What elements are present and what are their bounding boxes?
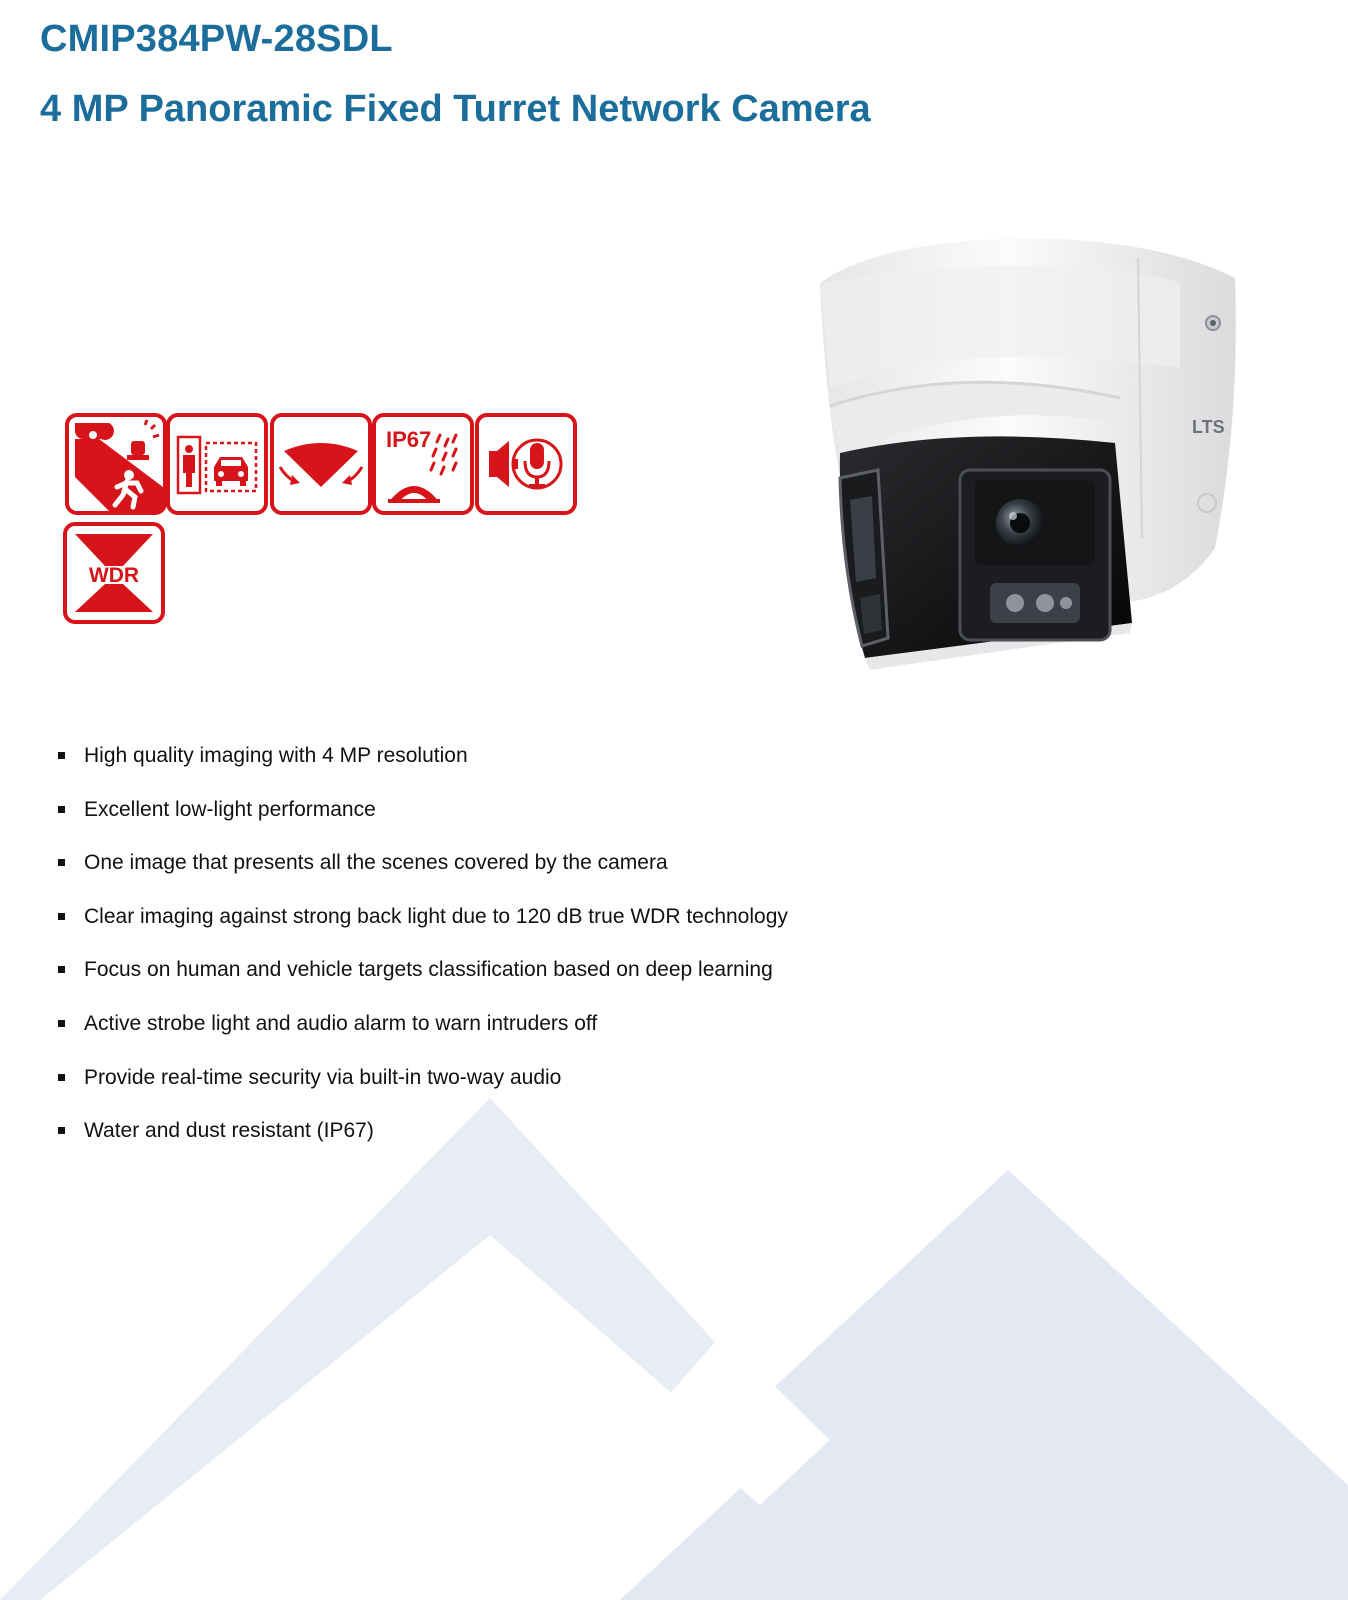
wdr-icon (63, 522, 165, 624)
feature-item: Provide real-time security via built-in two-way audio (56, 1066, 788, 1120)
camera-product-image (820, 238, 1265, 688)
strobe-audio-alarm-icon (65, 413, 167, 515)
feature-item: High quality imaging with 4 MP resolution (56, 744, 788, 798)
ip67-icon (372, 413, 474, 515)
feature-item: Clear imaging against strong back light due to 120 dB true WDR technology (56, 905, 788, 959)
feature-item: One image that presents all the scenes covered by the camera (56, 851, 788, 905)
human-vehicle-classification-icon (166, 413, 268, 515)
ip67-label: IP67 (386, 427, 432, 452)
feature-item: Excellent low-light performance (56, 798, 788, 852)
panoramic-view-icon (270, 413, 372, 515)
product-title: 4 MP Panoramic Fixed Turret Network Camera (40, 88, 871, 130)
feature-item: Water and dust resistant (IP67) (56, 1119, 788, 1173)
model-number: CMIP384PW-28SDL (40, 18, 393, 60)
feature-item: Focus on human and vehicle targets classification based on deep learning (56, 958, 788, 1012)
wdr-label: WDR (88, 564, 140, 587)
brand-logo: LTS (1192, 417, 1225, 437)
two-way-audio-icon (475, 413, 577, 515)
feature-item: Active strobe light and audio alarm to warn intruders off (56, 1012, 788, 1066)
feature-list (56, 744, 788, 1173)
